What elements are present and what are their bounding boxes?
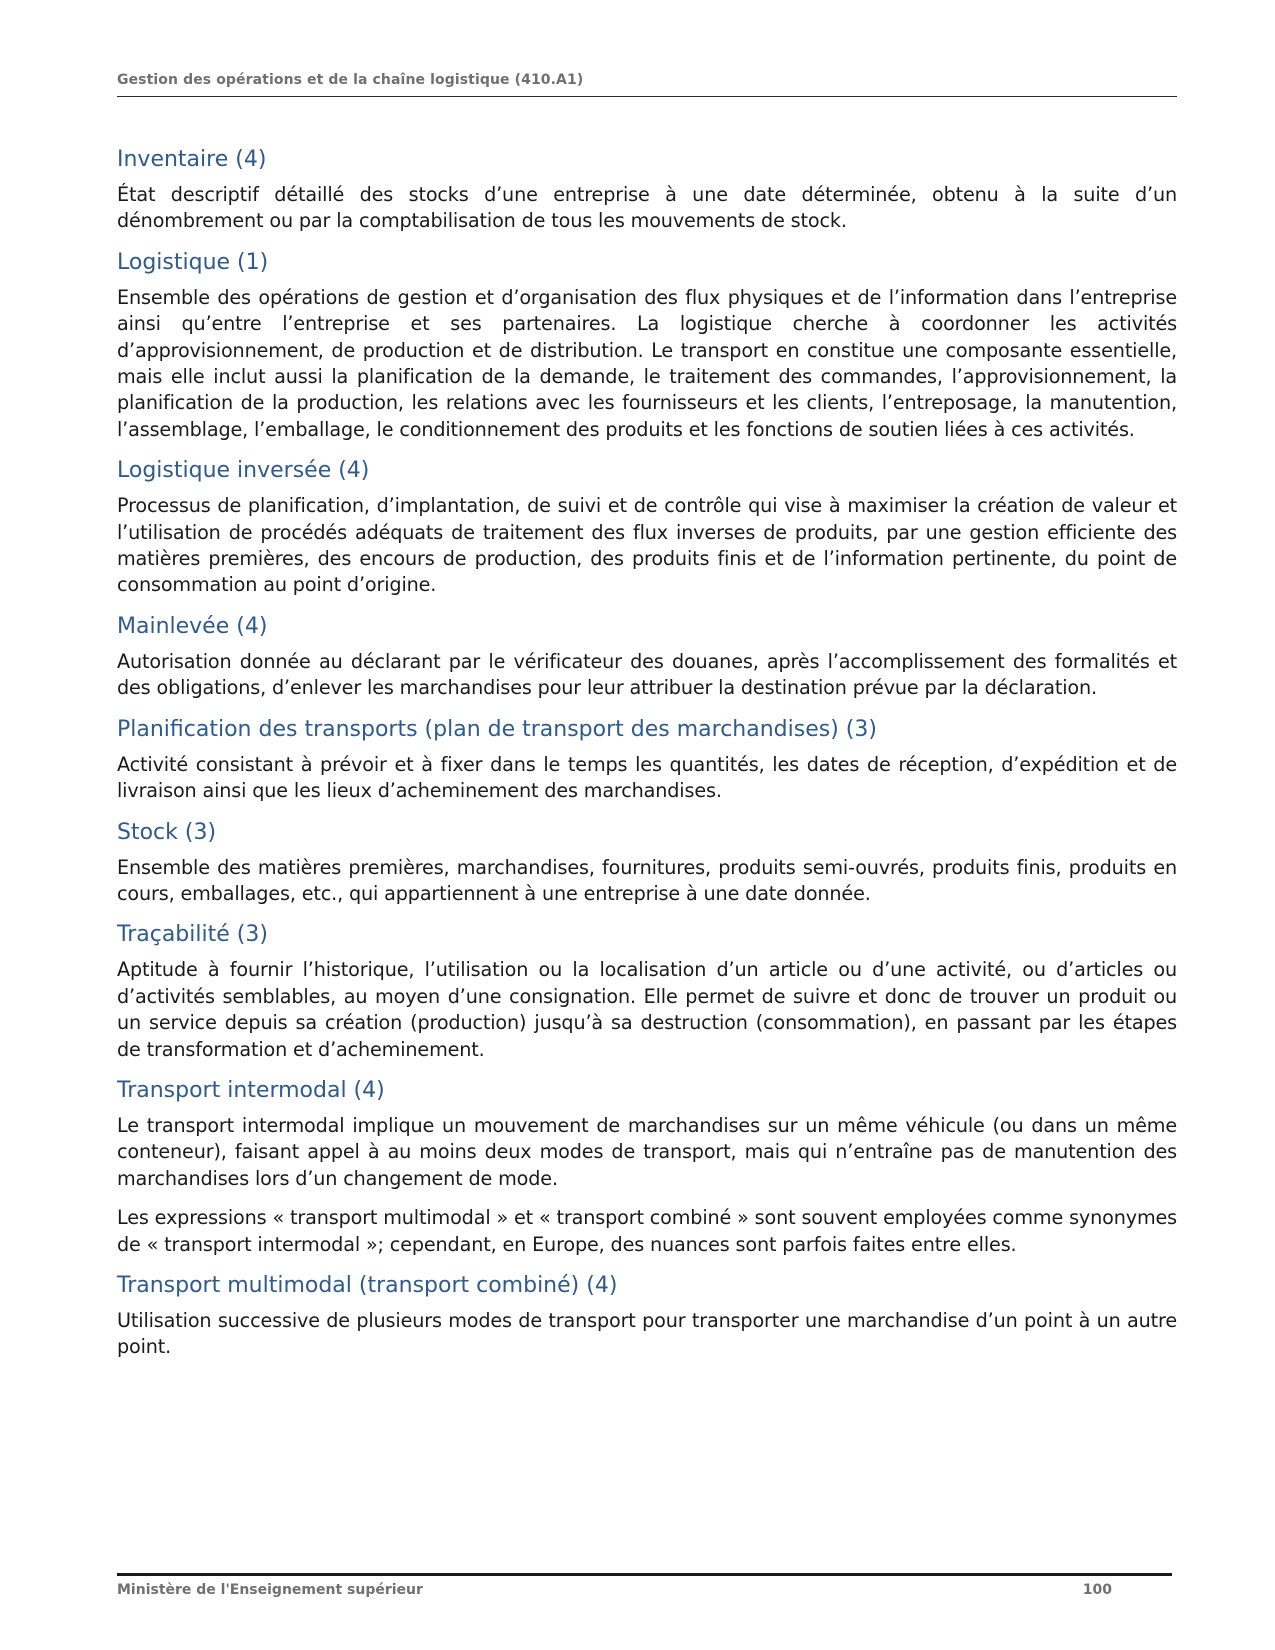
- glossary-definition: Utilisation successive de plusieurs modes de transport pour transporter une marchandise d’un point à un autre point.: [117, 1308, 1177, 1359]
- page-header: [117, 72, 1177, 97]
- glossary-term: Transport multimodal (transport combiné) (4): [117, 1272, 618, 1298]
- running-header-title: Gestion des opérations et de la chaîne logistique (410.A1): [117, 72, 584, 88]
- glossary-definition: Ensemble des opérations de gestion et d’organisation des flux physiques et de l’information dans l’entreprise ainsi qu’entre l’entreprise et ses partenaires. La logistique cherche à coordonner les activités d’approvisionnement, de production et de distribution. Le transport en constitue une composante essentielle, mais elle inclut aussi la planification de la demande, le traitement des commandes, l’approvisionnement, la planification de la production, les relations avec les fournisseurs et les clients, l’entreposage, la manutention, l’assemblage, l’emballage, le conditionnement des produits et les fonctions de soutien liées à ces activités.: [117, 285, 1177, 441]
- glossary-definition: Aptitude à fournir l’historique, l’utilisation ou la localisation d’un article ou d’une activité, ou d’articles ou d’activités semblables, au moyen d’une consignation. Elle permet de suivre et donc de trouver un produit ou un service depuis sa création (production) jusqu’à sa destruction (consommation), en passant par les étapes de transformation et d’acheminement.: [117, 958, 1177, 1061]
- glossary-content: [117, 145, 1177, 1374]
- glossary-definition: Ensemble des matières premières, marchandises, fournitures, produits semi-ouvrés, produits finis, produits en cours, emballages, etc., qui appartiennent à une entreprise à une date donnée.: [117, 855, 1177, 905]
- glossary-term: Transport intermodal (4): [117, 1077, 385, 1103]
- glossary-term: Mainlevée (4): [117, 613, 268, 639]
- glossary-entry: [117, 612, 1177, 702]
- glossary-term: Planification des transports (plan de transport des marchandises) (3): [117, 716, 877, 742]
- glossary-definition: Processus de planification, d’implantation, de suivi et de contrôle qui vise à maximiser la création de valeur et l’utilisation de procédés adéquats de traitement des flux inverses de produits, par une gestion efficiente des matières premières, des encours de production, des produits finis et de l’information pertinente, du point de consommation au point d’origine.: [117, 494, 1177, 597]
- glossary-term: Traçabilité (3): [117, 922, 268, 948]
- glossary-entry: [117, 715, 1177, 805]
- glossary-definition-note: Les expressions « transport multimodal » et « transport combiné » sont souvent employées comme synonymes de « transport intermodal »; cependant, en Europe, des nuances sont parfois faites entre elles.: [117, 1206, 1177, 1256]
- glossary-definition: Autorisation donnée au déclarant par le vérificateur des douanes, après l’accomplissement des formalités et des obligations, d’enlever les marchandises pour leur attribuer la destination prévue par la déclaration.: [117, 649, 1177, 700]
- footer-ministry: Ministère de l'Enseignement supérieur: [117, 1582, 423, 1598]
- glossary-entry: [117, 248, 1177, 443]
- glossary-entry: [117, 456, 1177, 599]
- glossary-definition: État descriptif détaillé des stocks d’une entreprise à une date déterminée, obtenu à la suite d’un dénombrement ou par la comptabilisation de tous les mouvements de stock.: [117, 183, 1177, 233]
- glossary-term: Logistique inversée (4): [117, 458, 370, 484]
- glossary-entry: [117, 1271, 1177, 1361]
- glossary-term: Inventaire (4): [117, 147, 267, 172]
- glossary-entry: [117, 145, 1177, 235]
- page-footer: [117, 1573, 1172, 1604]
- page-number: 100: [1082, 1582, 1112, 1598]
- glossary-entry: [117, 818, 1177, 908]
- glossary-term: Logistique (1): [117, 249, 269, 275]
- glossary-entry: [117, 920, 1177, 1063]
- glossary-term: Stock (3): [117, 819, 217, 845]
- glossary-definition: Activité consistant à prévoir et à fixer dans le temps les quantités, les dates de réception, d’expédition et de livraison ainsi que les lieux d’acheminement des marchandises.: [117, 752, 1177, 803]
- glossary-definition: Le transport intermodal implique un mouvement de marchandises sur un même véhicule (ou dans un même conteneur), faisant appel à au moins deux modes de transport, mais qui n’entraîne pas de manutention des marchandises lors d’un changement de mode.: [117, 1113, 1177, 1190]
- glossary-entry: [117, 1076, 1177, 1258]
